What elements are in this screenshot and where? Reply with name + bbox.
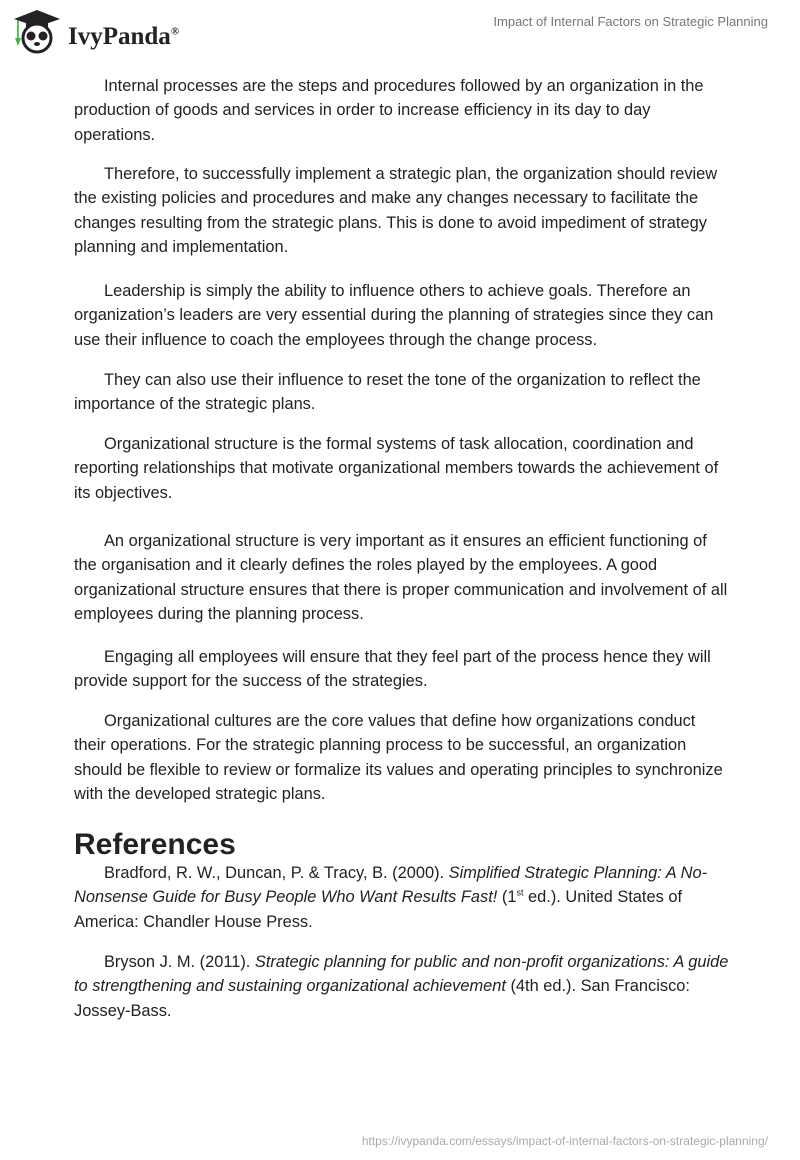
reference-item: Bryson J. M. (2011). Strategic planning for public and non-profit organizations: A guide to strengthening and sustaining organizational achievement (4th ed.). San Francisco: Jossey-Bass. <box>74 953 729 1020</box>
panda-graduate-icon <box>12 8 62 54</box>
document-title: Impact of Internal Factors on Strategic Planning <box>493 14 768 29</box>
references-heading: References <box>74 828 236 861</box>
logo-text: IvyPanda® <box>68 23 180 50</box>
paragraph: Engaging all employees will ensure that they feel part of the process hence they will provide support for the success of the strategies. <box>74 648 711 691</box>
ivypanda-logo[interactable] <box>12 8 179 54</box>
paragraph: Organizational structure is the formal systems of task allocation, coordination and reporting relationships that motivate organizational members towards the achievement of its objectives. <box>74 435 719 502</box>
paragraph: They can also use their influence to reset the tone of the organization to reflect the importance of the strategic plans. <box>74 371 701 414</box>
paragraph: Therefore, to successfully implement a strategic plan, the organization should review the existing policies and procedures and make any changes necessary to facilitate the changes resulting from the strategic plans. This is done to avoid impediment of strategy planning and implementation. <box>74 165 718 256</box>
reference-item: Bradford, R. W., Duncan, P. & Tracy, B. (2000). Simplified Strategic Planning: A No-Nonsense Guide for Busy People Who Want Results Fast! (1st ed.). United States of America: Chandler House Press. <box>74 864 708 931</box>
paragraph: An organizational structure is very important as it ensures an efficient functioning of the organisation and it clearly defines the roles played by the employees. A good organizational structure ensures that there is proper communication and involvement of all employees during the planning process. <box>74 532 728 623</box>
source-url[interactable]: https://ivypanda.com/essays/impact-of-internal-factors-on-strategic-planning/ <box>361 1134 768 1148</box>
paragraph: Leadership is simply the ability to influence others to achieve goals. Therefore an organization’s leaders are very essential during the planning of strategies since they can use their influence to coach the employees through the change process. <box>74 282 714 349</box>
paragraph: Organizational cultures are the core values that define how organizations conduct their operations. For the strategic planning process to be successful, an organization should be flexible to review or formalize its values and operating principles to synchronize with the developed strategic plans. <box>74 712 723 803</box>
paragraph: Internal processes are the steps and procedures followed by an organization in the production of goods and services in order to increase efficiency in its day to day operations. <box>74 77 704 144</box>
